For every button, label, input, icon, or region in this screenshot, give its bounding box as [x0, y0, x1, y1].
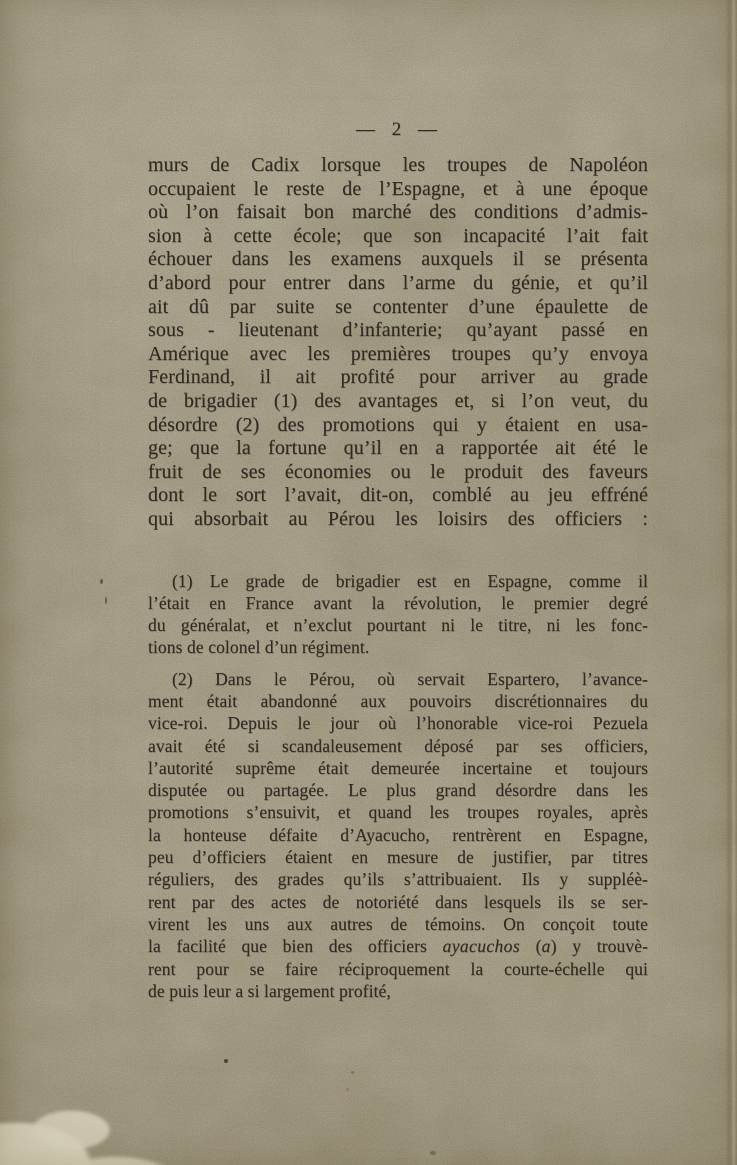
abraded-paper-patch	[0, 1043, 375, 1165]
text-line: l’autorité suprême était demeurée incertaine et toujours	[148, 757, 648, 778]
text-line: Ferdinand, il ait profité pour arriver au grade	[148, 366, 648, 389]
text-line: ge; que la fortune qu’il en a rapportée ait été le	[148, 437, 648, 460]
text-line: de brigadier (1) des avantages et, si l’on veut, du	[148, 389, 648, 412]
text-line: l’était en France avant la révolution, le premier degré	[148, 592, 648, 613]
ink-speck	[224, 1059, 228, 1063]
text-line: rent par des actes de notoriété dans lesquels ils se ser-	[148, 891, 648, 912]
page-number: — 2 —	[356, 119, 440, 140]
text-line: tions de colonel d’un régiment.	[148, 637, 370, 658]
text-line: (1) Le grade de brigadier est en Espagne, comme il	[172, 570, 648, 591]
text-line: murs de Cadix lorsque les troupes de Napoléon	[148, 154, 648, 176]
page-edge-crease	[725, 0, 737, 1165]
text-line: la honteuse défaite d’Ayacucho, rentrèrent en Espagne,	[148, 824, 648, 845]
text-line: disputée ou partagée. Le plus grand désordre dans les	[148, 780, 648, 801]
text-line: la facilité que bien des officiers ayacuchos (a) y trouvè-	[148, 936, 648, 957]
text-column	[148, 118, 648, 1002]
text-line: d’abord pour entrer dans l’arme du génie, et qu’il	[148, 271, 648, 294]
text-line: de puis leur a si largement profité,	[148, 980, 391, 1001]
ink-speck	[100, 579, 103, 584]
text-line: virent les uns aux autres de témoins. On conçoit toute	[148, 913, 648, 934]
text-line: ment était abandonné aux pouvoirs discrétionnaires du	[148, 690, 648, 711]
text-line: Amérique avec les premières troupes qu’y envoya	[148, 342, 648, 365]
text-line: rent pour se faire réciproquement la courte-échelle qui	[148, 958, 648, 979]
ink-speck	[105, 597, 107, 604]
text-line: occupaient le reste de l’Espagne, et à une époque	[148, 177, 648, 200]
text-line: fruit de ses économies ou le produit des faveurs	[148, 460, 648, 483]
text-line: sion à cette école; que son incapacité l’ait fait	[148, 224, 648, 247]
text-line: dont le sort l’avait, dit-on, comblé au jeu effréné	[148, 484, 648, 507]
text-line: échouer dans les examens auxquels il se présenta	[148, 248, 648, 271]
text-line: sous - lieutenant d’infanterie; qu’ayant passé en	[148, 319, 648, 342]
rust-speck	[346, 1088, 349, 1091]
text-line: désordre (2) des promotions qui y étaient en usa-	[148, 413, 648, 436]
text-line: vice-roi. Depuis le jour où l’honorable vice-roi Pezuela	[148, 713, 648, 734]
ink-speck	[430, 1151, 436, 1155]
text-line: (2) Dans le Pérou, où servait Espartero, l’avance-	[172, 668, 648, 689]
text-line: peu d’officiers étaient en mesure de justifier, par titres	[148, 847, 648, 868]
text-line: qui absorbait au Pérou les loisirs des officiers :	[148, 507, 648, 530]
text-line: où l’on faisait bon marché des conditions d’admis-	[148, 201, 648, 224]
text-line: promotions s’ensuivit, et quand les troupes royales, après	[148, 802, 648, 823]
footnote-2	[148, 668, 648, 1002]
text-line: avait été si scandaleusement déposé par ses officiers,	[148, 735, 648, 756]
text-line: ait dû par suite se contenter d’une épaulette de	[148, 295, 648, 318]
main-text-paragraph	[148, 154, 648, 532]
footnote-1	[148, 570, 648, 659]
rust-speck	[351, 1071, 354, 1074]
text-line: du généralat, et n’exclut pourtant ni le titre, ni les fonc-	[148, 615, 648, 636]
text-line: réguliers, des grades qu’ils s’attribuaient. Ils y suppléè-	[148, 869, 648, 890]
